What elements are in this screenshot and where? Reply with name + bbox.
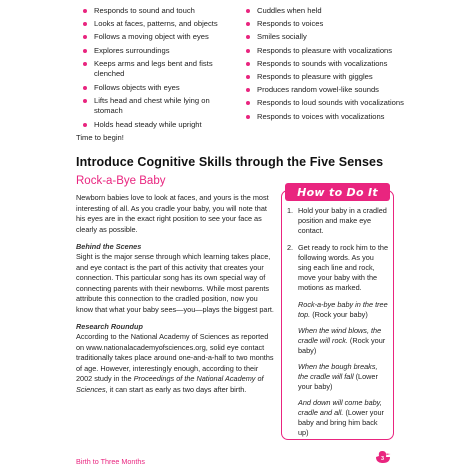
lyric-action: (Lower your baby and bring him back up) xyxy=(298,407,384,438)
time-to-begin: Time to begin! xyxy=(76,133,124,142)
milestone-item xyxy=(83,19,233,30)
milestone-text: Lifts head and chest while lying on stomach xyxy=(94,95,210,116)
milestone-item xyxy=(246,85,406,96)
milestone-text: Follows a moving object with eyes xyxy=(94,32,209,42)
bullet-dot-icon xyxy=(246,75,250,79)
lyric-line xyxy=(287,398,389,439)
how-to-banner xyxy=(285,183,390,201)
milestone-text: Responds to pleasure with giggles xyxy=(257,71,373,81)
milestone-item xyxy=(83,120,233,131)
research-text-1: According to the National Academy of Sciences as reported on www.nationalacademyofsciences.org, solid eye contact traditionally takes place around one-and-a-half to two months of age. However, interestingly enough, according to their 2002 study in the xyxy=(76,332,274,383)
milestone-item xyxy=(246,32,406,43)
bullet-dot-icon xyxy=(246,101,250,105)
research-heading: Research Roundup xyxy=(76,321,143,331)
bullet-dot-icon xyxy=(246,62,250,66)
milestone-item xyxy=(83,46,233,57)
milestone-item xyxy=(83,96,233,117)
milestone-text: Smiles socially xyxy=(257,32,307,42)
bullet-dot-icon xyxy=(246,9,250,13)
milestone-text: Produces random vowel-like sounds xyxy=(257,85,379,95)
how-to-title: How to Do It xyxy=(297,185,378,199)
how-to-steps xyxy=(287,206,389,444)
step-text: Hold your baby in a cradled position and make eye contact. xyxy=(298,206,387,236)
milestone-item xyxy=(246,6,406,17)
behind-text: Sight is the major sense through which learning takes place, and eye contact is the part of this activity that creates your connection. This particular song has its own special way of connecting parents with their newborns. While most parents attribute this connection to the cradled position, now you know that what your baby sees—you—plays the biggest part. xyxy=(76,252,274,314)
bullet-dot-icon xyxy=(246,115,250,119)
milestone-item xyxy=(83,6,233,17)
step-number: 2. xyxy=(287,242,294,252)
bullet-dot-icon xyxy=(83,62,87,66)
research-text-2: , it can start as early as two days after birth. xyxy=(105,384,247,394)
milestone-text: Cuddles when held xyxy=(257,6,322,15)
milestones-list-left xyxy=(83,6,233,133)
milestone-text: Responds to sound and touch xyxy=(94,6,195,15)
milestone-text: Responds to voices with vocalizations xyxy=(257,111,385,121)
milestone-text: Looks at faces, patterns, and objects xyxy=(94,19,218,29)
milestone-item xyxy=(246,19,406,30)
milestone-item xyxy=(83,83,233,94)
lyric-line xyxy=(287,362,389,393)
step-item xyxy=(287,206,389,237)
step-item xyxy=(287,243,389,294)
milestone-text: Follows objects with eyes xyxy=(94,82,180,92)
section-title: Introduce Cognitive Skills through the Five Senses xyxy=(76,155,384,169)
lyric-action: (Rock your baby) xyxy=(310,309,368,319)
bullet-dot-icon xyxy=(83,22,87,26)
research-text xyxy=(76,332,274,395)
bullet-dot-icon xyxy=(246,49,250,53)
bullet-dot-icon xyxy=(246,22,250,26)
bullet-dot-icon xyxy=(246,35,250,39)
bullet-dot-icon xyxy=(83,49,87,53)
milestone-text: Responds to voices xyxy=(257,19,324,29)
main-column xyxy=(76,193,274,402)
lyric-action: (Rock your baby) xyxy=(298,335,386,355)
lyric-sung: Rock-a-bye baby in the tree top. xyxy=(298,299,388,319)
activity-title: Rock-a-Bye Baby xyxy=(76,175,166,187)
research-text-italic: Proceedings of the National Academy of Sciences xyxy=(76,374,264,394)
milestones-list-right xyxy=(246,6,406,125)
bullet-dot-icon xyxy=(83,86,87,90)
step-number: 1. xyxy=(287,206,294,215)
footer-text: Birth to Three Months xyxy=(76,457,145,466)
lyric-action: (Lower your baby) xyxy=(298,371,378,392)
milestone-text: Responds to loud sounds with vocalizations xyxy=(257,98,404,108)
milestone-item xyxy=(83,32,233,43)
bullet-dot-icon xyxy=(246,88,250,92)
milestone-text: Explores surroundings xyxy=(94,45,170,55)
milestone-item xyxy=(246,46,406,57)
lyric-line xyxy=(287,300,389,320)
bullet-dot-icon xyxy=(83,123,87,127)
milestone-item xyxy=(246,72,406,83)
intro-paragraph: Newborn babies love to look at faces, and yours is the most interesting of all. As you cradle your baby, you will note that his eyes are in the exact right position to see your face as clearly as possible. xyxy=(76,193,269,234)
lyric-line xyxy=(287,326,389,357)
milestone-item xyxy=(246,112,406,123)
lyric-sung: And down will come baby, cradle and all. xyxy=(298,397,382,417)
milestone-text: Responds to pleasure with vocalizations xyxy=(257,45,393,55)
bullet-dot-icon xyxy=(83,35,87,39)
milestone-item xyxy=(246,98,406,109)
behind-heading: Behind the Scenes xyxy=(76,241,142,251)
milestone-item xyxy=(246,59,406,70)
lyric-sung: When the bough breaks, the cradle will fall xyxy=(298,361,378,381)
milestone-text: Keeps arms and legs bent and fists clenched xyxy=(94,58,213,79)
bullet-dot-icon xyxy=(83,99,87,103)
milestone-text: Holds head steady while upright xyxy=(94,119,202,129)
bullet-dot-icon xyxy=(83,9,87,13)
milestone-text: Responds to sounds with vocalizations xyxy=(257,58,388,68)
lyric-sung: When the wind blows, the cradle will rock. xyxy=(298,325,382,345)
milestone-item xyxy=(83,59,233,80)
page-number: 3 xyxy=(381,456,385,462)
step-text: Get ready to rock him to the following words. As you sing each line and rock, move your baby with the motions as marked. xyxy=(298,242,389,293)
